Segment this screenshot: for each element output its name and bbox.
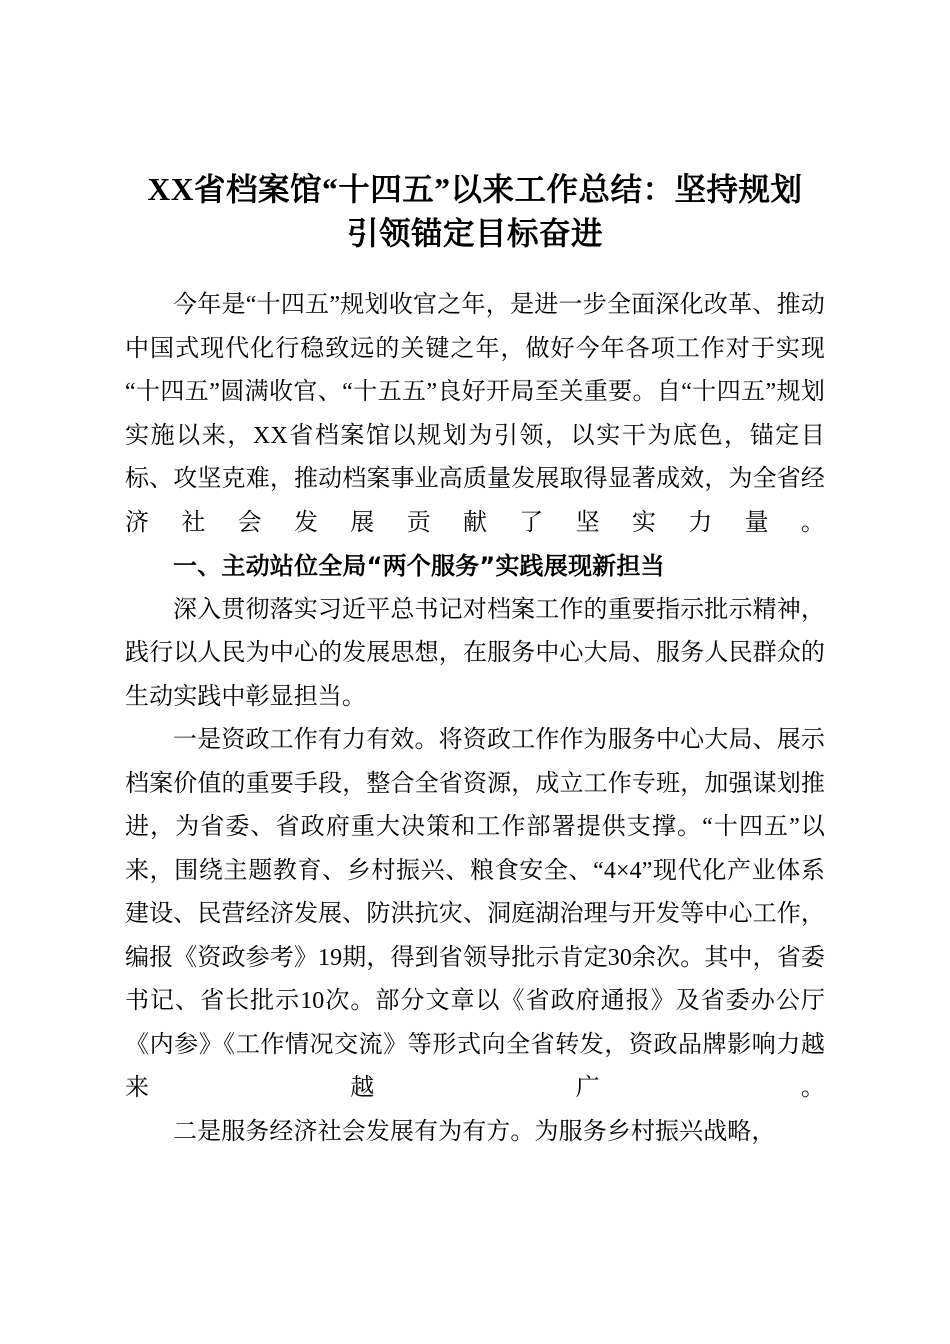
paragraph-section-one-intro: 深入贯彻落实习近平总书记对档案工作的重要指示批示精神，践行以人民为中心的发展思想，在服务中心大局、服务人民群众的生动实践中彰显担当。 (125, 596, 825, 710)
paragraph-intro: 今年是“十四五”规划收官之年，是进一步全面深化改革、推动中国式现代化行稳致远的关键之年，做好今年各项工作对于实现“十四五”圆满收官、“十五五”良好开局至关重要。自“十四五”规划实施以来，XX省档案馆以规划为引领，以实干为底色，锚定目标、攻坚克难，推动档案事业高质量发展取得显著成效，为全省经济社会发展贡献了坚实力量。 (125, 292, 825, 536)
page-content-column (125, 168, 825, 1154)
paragraph-point-two: 二是服务经济社会发展有为有方。为服务乡村振兴战略， (173, 1118, 776, 1145)
document-title: XX省档案馆“十四五”以来工作总结：坚持规划引领锚定目标奋进 (147, 172, 803, 251)
paragraph-point-one: 一是资政工作有力有效。将资政工作作为服务中心大局、展示档案价值的重要手段，整合全省资源，成立工作专班，加强谋划推进，为省委、省政府重大决策和工作部署提供支撑。“十四五”以来，围绕主题教育、乡村振兴、粮食安全、“4×4”现代化产业体系建设、民营经济发展、防洪抗灾、洞庭湖治理与开发等中心工作，编报《资政参考》19期，得到省领导批示肯定30余次。其中，省委书记、省长批示10次。部分文章以《省政府通报》及省委办公厅《内参》《工作情况交流》等形式向全省转发，资政品牌影响力越来越广。 (125, 727, 825, 1101)
section-heading-one: 一、主动站位全局“两个服务”实践展现新担当 (173, 552, 665, 580)
